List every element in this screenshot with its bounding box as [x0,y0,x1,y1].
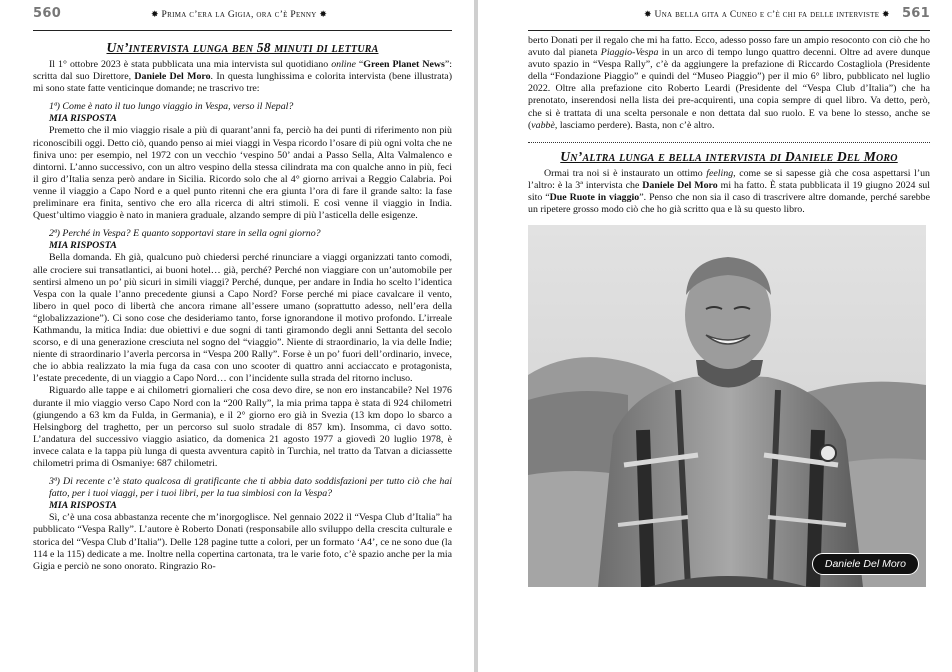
question-1: 1ª) Come è nato il tuo lungo viaggio in Vespa, verso il Nepal? [49,101,294,113]
dotted-separator [528,142,930,143]
photo-illustration [528,225,926,587]
right-page [478,0,952,672]
text-run: “ [355,59,364,70]
italic-text-run: Piaggio-Vespa [600,47,659,59]
answer-label: MIA RISPOSTA [49,500,117,512]
answer-3: Sì, c’è una cosa abbastanza recente che m’inorgoglisce. Nel gennaio 2022 il “Vespa Club d’Italia” ha pubblicato “Vespa Rally”. L’autore è Roberto Donati (responsabile allo sviluppo della crescita culturale e storica del “Vespa Club d’Italia”). Delle 128 pagine tutte a colori, per un formato ‘A4’, ce ne sono due (la 114 e la 115) dedicate a me. Inoltre nella copertina cartonata, tra le varie foto, c’è spazio anche per la mia Gigia e perciò ne sono onorato. Ringrazio Ro- [33,512,452,572]
portrait-photo [528,225,926,587]
running-title-text: Una bella gita a Cuneo e c’è chi fa delle interviste [654,10,880,20]
answer-2-paragraph-2: Riguardo alle tappe e ai chilometri giornalieri che cosa devo dire, se non ero instancabile? Nel 1976 durante il mio viaggio verso Capo Nord con la “200 Rally”, la mia prima tappa è stata di 924 chilometri (giungendo a 63 km da Fulda, in Germania), e il 2° giorno ero già in Svezia (13 km dopo lo sbarco a Helsingborg del traghetto, per un percorso sul suolo stradale di 857 km). Insomma, ci davo sotto. L’andatura del successivo viaggio asiatico, da domenica 21 agosto 1977 a giovedì 20 luglio 1978, è invece calata e la tappa più lunga di questa avventura capitò in Turchia, nel tratto da Tatvan a diciassette chilometri prima di Osmaniye: 687 chilometri. [33,385,452,469]
italic-text-run: feeling [706,167,734,179]
photo-caption: Daniele Del Moro [812,553,919,575]
running-title [151,10,327,20]
text-run: berto Donati per il regalo che mi ha fatto. Ecco, adesso posso fare un ampio resoconto con ciò che ho avuto dal pianeta [528,35,930,59]
italic-text-run: online [331,59,356,70]
page-number: 560 [33,6,62,21]
question-3: 3ª) Di recente c’è stato qualcosa di gratificante che ti abbia dato soddisfazioni per tutto ciò che hai fatto, per i tuoi viaggi, per i tuoi libri, per la tua simbiosi con la Vespa? [49,476,452,500]
page-number: 561 [901,6,930,21]
answer-1: Premetto che il mio viaggio risale a più di quarant’anni fa, perciò ha dei punti di riferimento non più riconoscibili oggi. Detto ciò, quando penso ai miei viaggi in Vespa ricordo l’osare di più ogni volta che ne finiva uno: per esempio, nel 1972 con un vecchio ‘vespino 50’ andai a Passo Sella, Alta Valmalenco e dintorni. L’anno successivo, con un altro vespino della stessa cilindrata ma con qualche anno in più, feci il giro d’Italia senza però andare in Sicilia. Ricordo solo che al 4° giorno arrivai a Reggio Calabria. Poi venne il viaggio a Capo Nord e a quel punto ritenni che era giunta l’ora di fare il grande salto: la fase preliminare era finita, sentivo che ero alla ricerca di altri stimoli. E così venne il viaggio in India. Quest’ultimo viaggio è nato in maniera graduale, alzando sempre di più l’asticella delle esigenze. [33,125,452,222]
bold-text-run: Daniele Del Moro [134,71,211,83]
running-title [644,10,890,20]
intro-paragraph [33,59,452,95]
running-title-text: Prima c’era la Gigia, ora c’è Penny [161,10,317,20]
answer-label: MIA RISPOSTA [49,240,117,252]
answer-2-paragraph-1: Bella domanda. Eh già, qualcuno può chiedersi perché rinunciare a viaggi organizzati tanto comodi, alle crociere sui transatlantici, ai buoni hotel… già, perché? Perché non viaggiare con un’automobile per sentirsi almeno un po’ più sicuri in simili viaggi? Perché, dunque, per andare in India ho scelto l’identica Vespa con la quale l’anno precedente giunsi a Capo Nord? Forse perché mi piace cavalcare il vento, libero in quel poco di libertà che ancora rimane all’essere umano (soprattutto adesso, nell’era della “globalizzazione”). Ci sono cose che desideriamo tanto, forse ignorandone il motivo profondo. L’irreale Kathmandu, la mitica India: due obiettivi e due sogni di tanti giramondo degli anni Settanta del secolo scorso, e di una generazione cresciuta nel sogno del “viaggio”. Niente di straordinario, la via delle Indie; niente di straordinario l’averla percorsa in “Vespa 200 Rally”. Forse è un po’ fuori dell’ordinario, invece, che io abbia realizzato la mia fuga da casa con uno scooter di quattro anni acciaccato e protagonista, l’estate precedente, di un viaggio a Capo Nord… con l’incidente sulla strada del ritorno incluso. [33,252,452,385]
answer-label: MIA RISPOSTA [49,113,117,125]
text-run: , come se si sapesse già che cosa aspettarsi l’un l’altro: è la 3ª intervista che [528,167,930,191]
star-ornament-icon: ✸ [319,10,328,20]
star-ornament-icon: ✸ [882,10,890,20]
text-run: Ormai tra noi si è instaurato un ottimo [544,167,707,179]
star-ornament-icon: ✸ [644,10,652,20]
text-run: Il 1° ottobre 2023 è stata pubblicata una mia intervista sul quotidiano [49,59,332,70]
text-run: , lasciamo perdere). Basta, non c’è altro. [554,119,715,131]
italic-text-run: vabbè [531,119,555,131]
bold-text-run: Daniele Del Moro [642,179,718,191]
text-run: mi ha fatto. È stata pubblicata il 19 giugno 2024 sul sito “ [528,179,930,203]
bold-text-run: Green Planet News [363,59,445,70]
text-run: ”. Penso che non sia il caso di trascrivere altre domande, perché sarebbe un ripetere grosso modo ciò che ho già scritto qua e là su questo libro. [528,191,930,216]
running-header-right [528,8,930,31]
question-2: 2ª) Perché in Vespa? E quanto sopportavi stare in sella ogni giorno? [49,228,321,240]
star-ornament-icon: ✸ [151,10,159,20]
body-paragraph [528,168,930,216]
text-run: ”: scritta dal suo Direttore, [33,59,453,83]
continuation-paragraph [528,35,930,132]
text-run: . In questa lunghissima e colorita intervista (bene illustrata) mi sono state fatte venticinque domande; ne trascrivo tre: [33,71,452,95]
text-run: in un arco di tempo lungo quattro decenni. Oltre ad avere dunque avuto spazio in “Vespa Rally”, c’è da aggiungere la prefazione di Riccardo Costagliola (Presidente della “Fondazione Piaggio” e quindi del “Museo Piaggio”) per il mio 6° libro, pubblicato nel luglio 2022. Oltre alla prefazione cito Roberto Leardi (Presidente del “Vespa Club d’Italia”) che ha prenotato, inserendosi nella lista dei pre-acquirenti, una copia sempre di quel libro. Va detto, però, che si è trattata di una scelta personale e non dettata dal suo ruolo. E va bene lo stesso, anche se ( [528,47,931,131]
section-heading: Un’intervista lunga ben 58 minuti di lettura [106,40,379,55]
running-header-left [33,8,452,31]
bold-text-run: Due Ruote in viaggio [549,191,640,203]
left-page [0,0,474,672]
section-heading: Un’altra lunga e bella intervista di Daniele Del Moro [560,148,898,164]
